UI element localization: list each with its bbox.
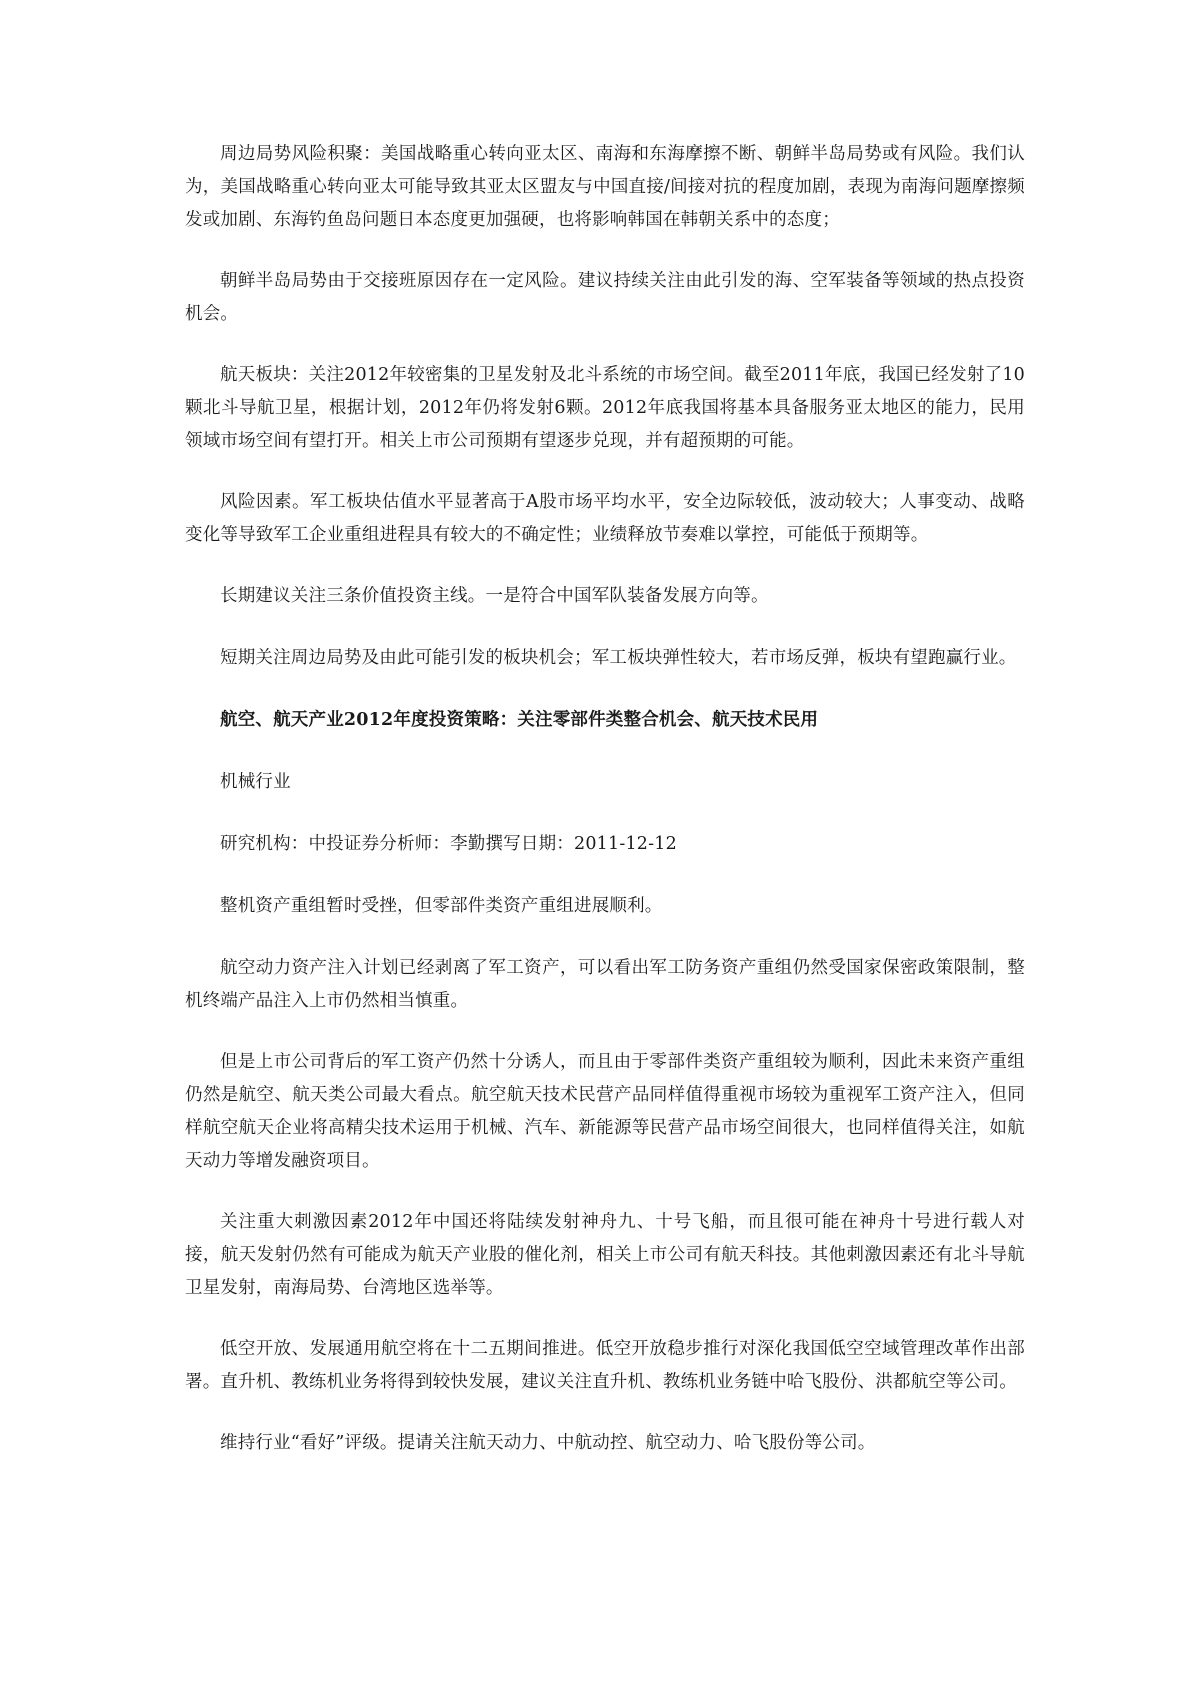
paragraph-restructuring: 整机资产重组暂时受挫，但零部件类资产重组进展顺利。 [220, 896, 663, 916]
industry-label: 机械行业 [220, 772, 291, 792]
paragraph-korea-situation: 朝鲜半岛局势由于交接班原因存在一定风险。建议持续关注由此引发的海、空军装备等领域的热点投资机会。 [185, 271, 1025, 324]
paragraph-risk-factors: 风险因素。军工板块估值水平显著高于A股市场平均水平，安全边际较低，波动较大；人事变动、战略变化等导致军工企业重组进程具有较大的不确定性；业绩释放节奏难以掌控，可能低于预期等。 [185, 492, 1025, 545]
paragraph-low-altitude: 低空开放、发展通用航空将在十二五期间推进。低空开放稳步推行对深化我国低空空域管理改革作出部署。直升机、教练机业务将得到较快发展，建议关注直升机、教练机业务链中哈飞股份、洪都航空等公司。 [185, 1339, 1025, 1392]
paragraph-rating: 维持行业“看好”评级。提请关注航天动力、中航动控、航空动力、哈飞股份等公司。 [220, 1433, 876, 1453]
paragraph-aerospace-sector: 航天板块：关注2012年较密集的卫星发射及北斗系统的市场空间。截至2011年底，我国已经发射了10颗北斗导航卫星，根据计划，2012年仍将发射6颗。2012年底我国将基本具备服务亚太地区的能力，民用领域市场空间有望打开。相关上市公司预期有望逐步兑现，并有超预期的可能。 [185, 365, 1025, 451]
document-body [185, 138, 1025, 1489]
paragraph-military-assets: 但是上市公司背后的军工资产仍然十分诱人，而且由于零部件类资产重组较为顺利，因此未来资产重组仍然是航空、航天类公司最大看点。航空航天技术民营产品同样值得重视市场较为重视军工资产注入，但同样航空航天企业将高精尖技术运用于机械、汽车、新能源等民营产品市场空间很大，也同样值得关注，如航天动力等增发融资项目。 [185, 1052, 1025, 1171]
paragraph-short-term: 短期关注周边局势及由此可能引发的板块机会；军工板块弹性较大，若市场反弹，板块有望跑赢行业。 [220, 648, 1017, 668]
paragraph-surrounding-risk: 周边局势风险积聚：美国战略重心转向亚太区、南海和东海摩擦不断、朝鲜半岛局势或有风险。我们认为，美国战略重心转向亚太可能导致其亚太区盟友与中国直接/间接对抗的程度加剧，表现为南海问题摩擦频发或加剧、东海钓鱼岛问题日本态度更加强硬，也将影响韩国在韩朝关系中的态度； [185, 144, 1025, 230]
paragraph-engine-assets: 航空动力资产注入计划已经剥离了军工资产，可以看出军工防务资产重组仍然受国家保密政策限制，整机终端产品注入上市仍然相当慎重。 [185, 958, 1025, 1011]
paragraph-stimulus: 关注重大刺激因素2012年中国还将陆续发射神舟九、十号飞船，而且很可能在神舟十号进行载人对接，航天发射仍然有可能成为航天产业股的催化剂，相关上市公司有航天科技。其他刺激因素还有北斗导航卫星发射，南海局势、台湾地区选举等。 [185, 1212, 1025, 1298]
section-heading: 航空、航天产业2012年度投资策略：关注零部件类整合机会、航天技术民用 [220, 710, 819, 730]
research-info: 研究机构：中投证券分析师：李勤撰写日期：2011-12-12 [220, 834, 677, 854]
paragraph-long-term: 长期建议关注三条价值投资主线。一是符合中国军队装备发展方向等。 [220, 586, 769, 606]
